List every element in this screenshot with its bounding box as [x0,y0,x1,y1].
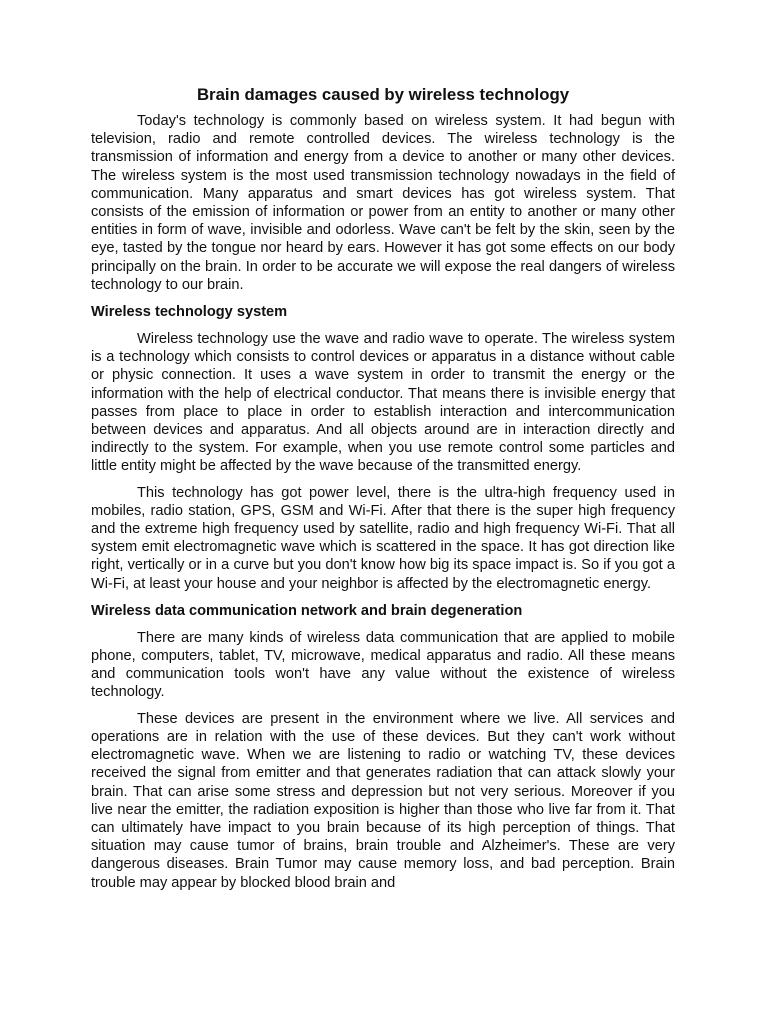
section-heading-brain-degeneration: Wireless data communication network and brain degeneration [91,602,523,619]
document-page [91,84,675,900]
section-heading-wireless-technology-system: Wireless technology system [91,304,288,321]
section1-paragraph-1: Wireless technology use the wave and radio wave to operate. The wireless system is a technology which consists to control devices or apparatus in a distance without cable or physic connection. It uses a wave system in order to transmit the energy or the information with the help of electrical conductor. That means there is invisible energy that passes from place to place in order to establish interaction and intercommunication between devices and apparatus. And all objects around are in interaction directly and indirectly to the system. For example, when you use remote control some particles and little entity might be affected by the wave because of the transmitted energy. [91,331,675,475]
section2-paragraph-2: These devices are present in the environment where we live. All services and operations are in relation with the use of these devices. But they can't work without electromagnetic wave. When we are listening to radio or watching TV, these devices received the signal from emitter and that generates radiation that can attack slowly your brain. That can arise some stress and depression but not very serious. Moreover if you live near the emitter, the radiation exposition is higher than those who live far from it. That can ultimately have impact to you brain because of its high perception of things. That situation may cause tumor of brains, brain trouble and Alzheimer's. These are very dangerous diseases. Brain Tumor may cause memory loss, and bad perception. Brain trouble may appear by blocked blood brain and [91,710,675,891]
document-title: Brain damages caused by wireless technology [196,85,570,104]
section2-paragraph-1: There are many kinds of wireless data communication that are applied to mobile phone, computers, tablet, TV, microwave, medical apparatus and radio. All these means and communication tools won't have any value without the existence of wireless technology. [91,629,675,701]
section1-paragraph-2: This technology has got power level, there is the ultra-high frequency used in mobiles, radio station, GPS, GSM and Wi-Fi. After that there is the super high frequency and the extreme high frequency used by satellite, radio and high frequency Wi-Fi. That all system emit electromagnetic wave which is scattered in the space. It has got direction like right, vertically or in a curve but you don't know how big its space impact is. So if you got a Wi-Fi, at least your house and your neighbor is affected by the electromagnetic energy. [91,484,675,592]
intro-paragraph: Today's technology is commonly based on wireless system. It had begun with television, radio and remote controlled devices. The wireless technology is the transmission of information and energy from a device to another or many other devices. The wireless system is the most used transmission technology nowadays in the field of communication. Many apparatus and smart devices has got wireless system. That consists of the emission of information or power from an entity to another or many other entities in form of wave, invisible and odorless. Wave can't be felt by the skin, seen by the eye, tasted by the tongue nor heard by ears. However it has got some effects on our body principally on the brain. In order to be accurate we will expose the real dangers of wireless technology to our brain. [91,113,675,293]
